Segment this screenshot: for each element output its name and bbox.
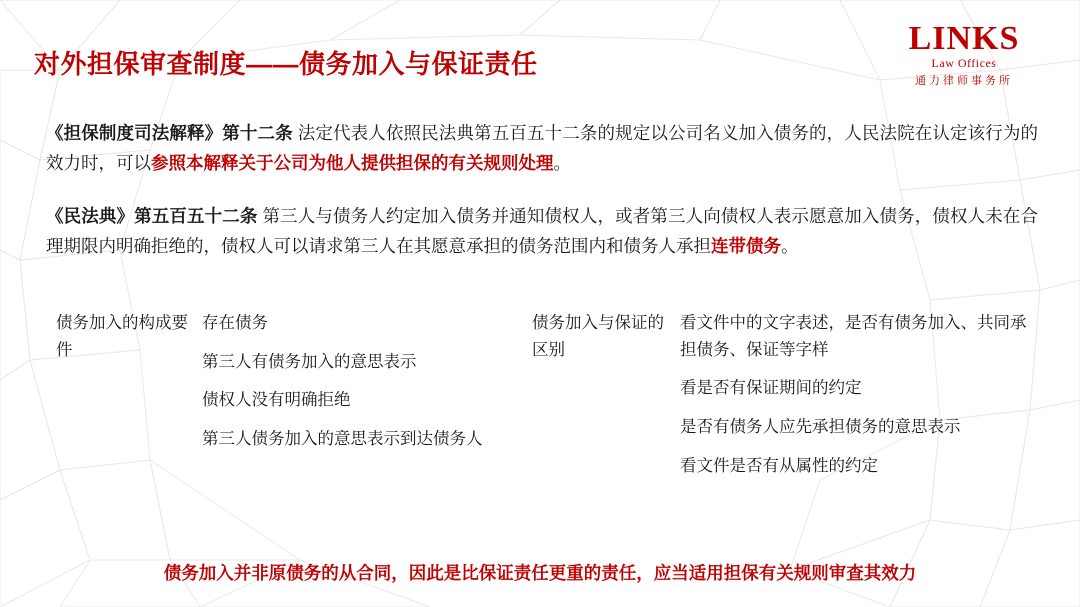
- paragraph-2-seg-1: 第三人与债务人约定加入债务并通知债权人，或者第三人向债权人表示愿意加入债务，债权人未在合理期限内明确拒绝的，债权人可以请求第三人在其愿意承担的债务范围内和债务人承担: [46, 206, 1039, 257]
- paragraph-2-seg-3: 。: [781, 236, 799, 257]
- elements-label-text: 债务加入的构成要件: [56, 314, 188, 359]
- table-cell-elements-list: [198, 310, 528, 480]
- list-item: 第三人有债务加入的意思表示: [202, 352, 417, 371]
- difference-label-text: 债务加入与保证的区别: [532, 314, 664, 359]
- list-item: 是否有债务人应先承担债务的意思表示: [680, 418, 961, 437]
- logo: [896, 22, 1032, 87]
- list-item: 看文件中的文字表述，是否有债务加入、共同承担债务、保证等字样: [680, 314, 1027, 359]
- paragraph-1-seg-3: 。: [553, 153, 571, 174]
- page-title: 对外担保审查制度——债务加入与保证责任: [34, 49, 538, 79]
- comparison-table: [46, 310, 1038, 480]
- logo-chinese-name: 通力律师事务所: [915, 75, 1013, 87]
- paragraph-1-seg-1: 法定代表人依照民法典第五百五十二条的规定以公司名义加入债务的，人民法院在认定该行为的效力时，可以: [46, 123, 1039, 174]
- list-item: 第三人债务加入的意思表示到达债务人: [202, 430, 483, 449]
- list-item: 债权人没有明确拒绝: [202, 391, 351, 410]
- table-cell-elements-label: [46, 310, 198, 480]
- logo-tagline: Law Offices: [931, 56, 997, 70]
- paragraph-1-highlight: 参照本解释关于公司为他人提供担保的有关规则处理: [151, 153, 554, 174]
- paragraph-2-highlight: 连带债务: [711, 236, 781, 257]
- table-cell-difference-list: [676, 310, 1038, 480]
- citation-label-2: 《民法典》第五百五十二条: [46, 206, 258, 226]
- footer-conclusion: 债务加入并非原债务的从合同，因此是比保证责任更重的责任，应当适用担保有关规则审查其效力: [163, 563, 917, 583]
- logo-wordmark: LINKS: [908, 20, 1020, 57]
- paragraph-civil-code: [46, 201, 1038, 261]
- list-item: 看文件是否有从属性的约定: [680, 456, 878, 475]
- citation-label-1: 《担保制度司法解释》第十二条: [46, 123, 293, 143]
- list-item: 存在债务: [202, 314, 268, 332]
- table-cell-difference-label: [528, 310, 676, 480]
- list-item: 看是否有保证期间的约定: [680, 379, 862, 398]
- paragraph-guarantee-interpretation: [46, 118, 1038, 178]
